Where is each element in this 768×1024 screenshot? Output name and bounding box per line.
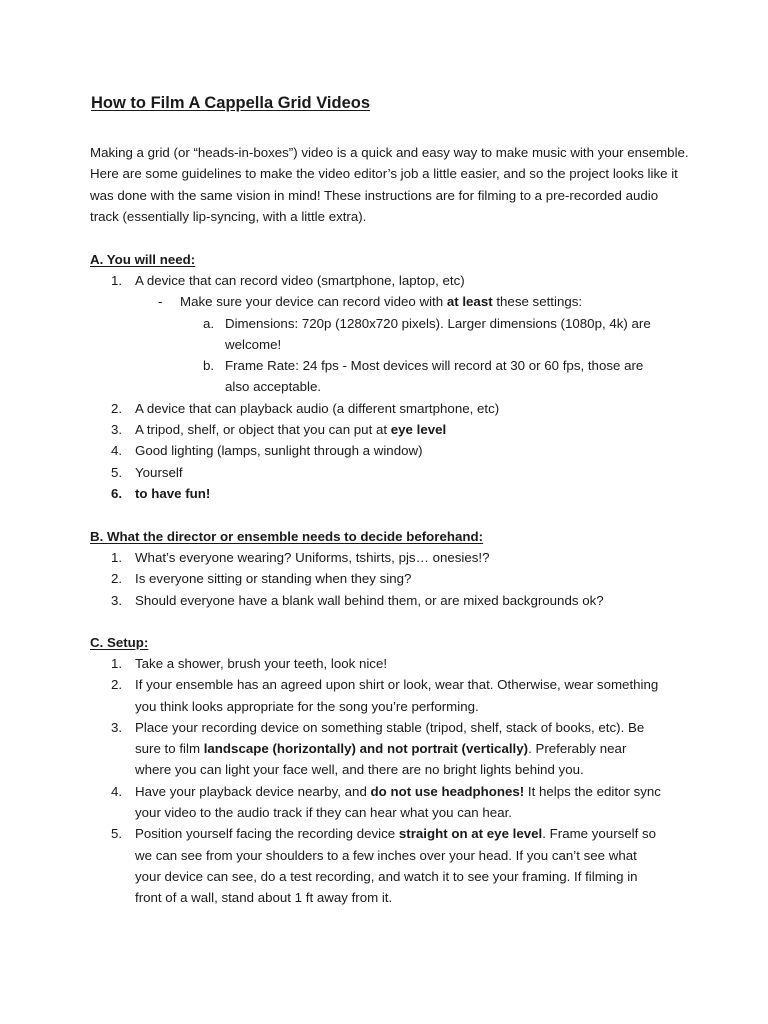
list-item-text: Good lighting (lamps, sunlight through a window) [135, 443, 423, 459]
section-b-heading: B. What the director or ensemble needs to decide beforehand: [90, 529, 484, 544]
list-item-text: Is everyone sitting or standing when they sing? [135, 571, 412, 587]
list-number: 1. [111, 656, 123, 671]
list-item [0, 270, 665, 291]
list-item-emphasis: straight on at eye level [398, 826, 543, 842]
list-item-text: Position yourself facing the recording device [135, 826, 399, 842]
list-number: 5. [111, 464, 123, 480]
list-number: 2. [111, 400, 123, 416]
sub-item-text: Make sure your device can record video with [180, 294, 447, 310]
sub-sub-item-text: Dimensions: 720p (1280x720 pixels). Larger dimensions (1080p, 4k) are welcome! [225, 315, 651, 352]
list-letter: a. [203, 315, 215, 331]
list-item-text: Yourself [135, 464, 183, 480]
list-item-text: If your ensemble has an agreed upon shirt or look, wear that. Otherwise, wear something you think looks appropriate for the song you’re performing. [135, 677, 659, 714]
list-item-text: A device that can playback audio (a different smartphone, etc) [135, 400, 500, 416]
section-a-list [0, 270, 768, 504]
list-letter: b. [203, 358, 215, 374]
list-item [0, 781, 665, 824]
section-c-heading: C. Setup: [90, 635, 149, 650]
section-a-heading: A. You will need: [90, 252, 196, 267]
list-number: 3. [111, 592, 123, 608]
list-number: 5. [111, 826, 123, 842]
list-item [0, 717, 665, 781]
list-item-text: Place your recording device on something stable (tripod, shelf, stack of books, etc). Be sure to film [135, 719, 645, 757]
section-b-list [0, 547, 768, 611]
list-item [0, 568, 665, 589]
list-number: 6. [111, 485, 123, 501]
list-item [0, 823, 665, 908]
list-item [0, 653, 665, 674]
list-number: 3. [111, 422, 123, 438]
list-item [0, 483, 665, 504]
list-item-emphasis: landscape (horizontally) and not portrait (vertically) [203, 741, 529, 757]
list-item [0, 590, 665, 611]
list-number: 1. [111, 273, 123, 288]
list-item-text: Take a shower, brush your teeth, look nice! [135, 656, 388, 671]
sub-sub-item-text: Frame Rate: 24 fps - Most devices will record at 30 or 60 fps, those are also acceptable. [225, 358, 644, 395]
list-item-emphasis: eye level [390, 422, 447, 438]
sub-sub-list-item [0, 313, 665, 356]
list-number: 3. [111, 719, 123, 735]
list-item-text: A tripod, shelf, or object that you can put at [135, 422, 391, 438]
list-item-text: What’s everyone wearing? Uniforms, tshirts, pjs… onesies!? [135, 550, 490, 565]
list-item-text: Have your playback device nearby, and [135, 783, 371, 799]
list-item [0, 398, 665, 419]
list-item-emphasis: do not use headphones! [370, 783, 525, 799]
intro-paragraph: Making a grid (or “heads-in-boxes”) video is a quick and easy way to make music with your ensemble. Here are some guidelines to make the video editor’s job a little easier, and so the project looks like it was done with the same vision in mind! These instructions are for filming to a pre-recorded audio track (essentially lip-syncing, with a little extra). [90, 145, 689, 224]
list-item-text-end: . Frame yourself so we can see from your shoulders to a few inches over your head. If you can’t see what your device can see, do a test recording, and watch it to see your framing. If filming in front of a wall, stand about 1 ft away from it. [135, 826, 657, 906]
list-item [0, 547, 665, 568]
list-number: 1. [111, 550, 123, 565]
list-item [0, 462, 665, 483]
list-number: 2. [111, 571, 123, 587]
sub-sub-list-item [0, 355, 665, 398]
list-item-text-end: It helps the editor sync your video to the audio track if they can hear what you can hear. [135, 783, 661, 821]
section-c-list [0, 653, 768, 909]
list-number: 2. [111, 677, 123, 693]
list-item-text: A device that can record video (smartphone, laptop, etc) [135, 273, 465, 288]
sub-item-text-end: these settings: [492, 294, 583, 310]
list-item-text: Should everyone have a blank wall behind them, or are mixed backgrounds ok? [135, 592, 604, 608]
dash-bullet: - [158, 294, 163, 310]
list-item-text-end: . Preferably near where you can light your face well, and there are no bright lights behind you. [135, 741, 627, 778]
list-item [0, 440, 665, 461]
list-item [0, 674, 665, 717]
sub-list-item [0, 291, 665, 312]
list-number: 4. [111, 443, 123, 459]
list-number: 4. [111, 783, 123, 799]
list-item [0, 419, 665, 440]
page-title: How to Film A Cappella Grid Videos [91, 94, 371, 112]
sub-item-emphasis: at least [446, 294, 493, 310]
list-item-text: to have fun! [135, 485, 211, 501]
